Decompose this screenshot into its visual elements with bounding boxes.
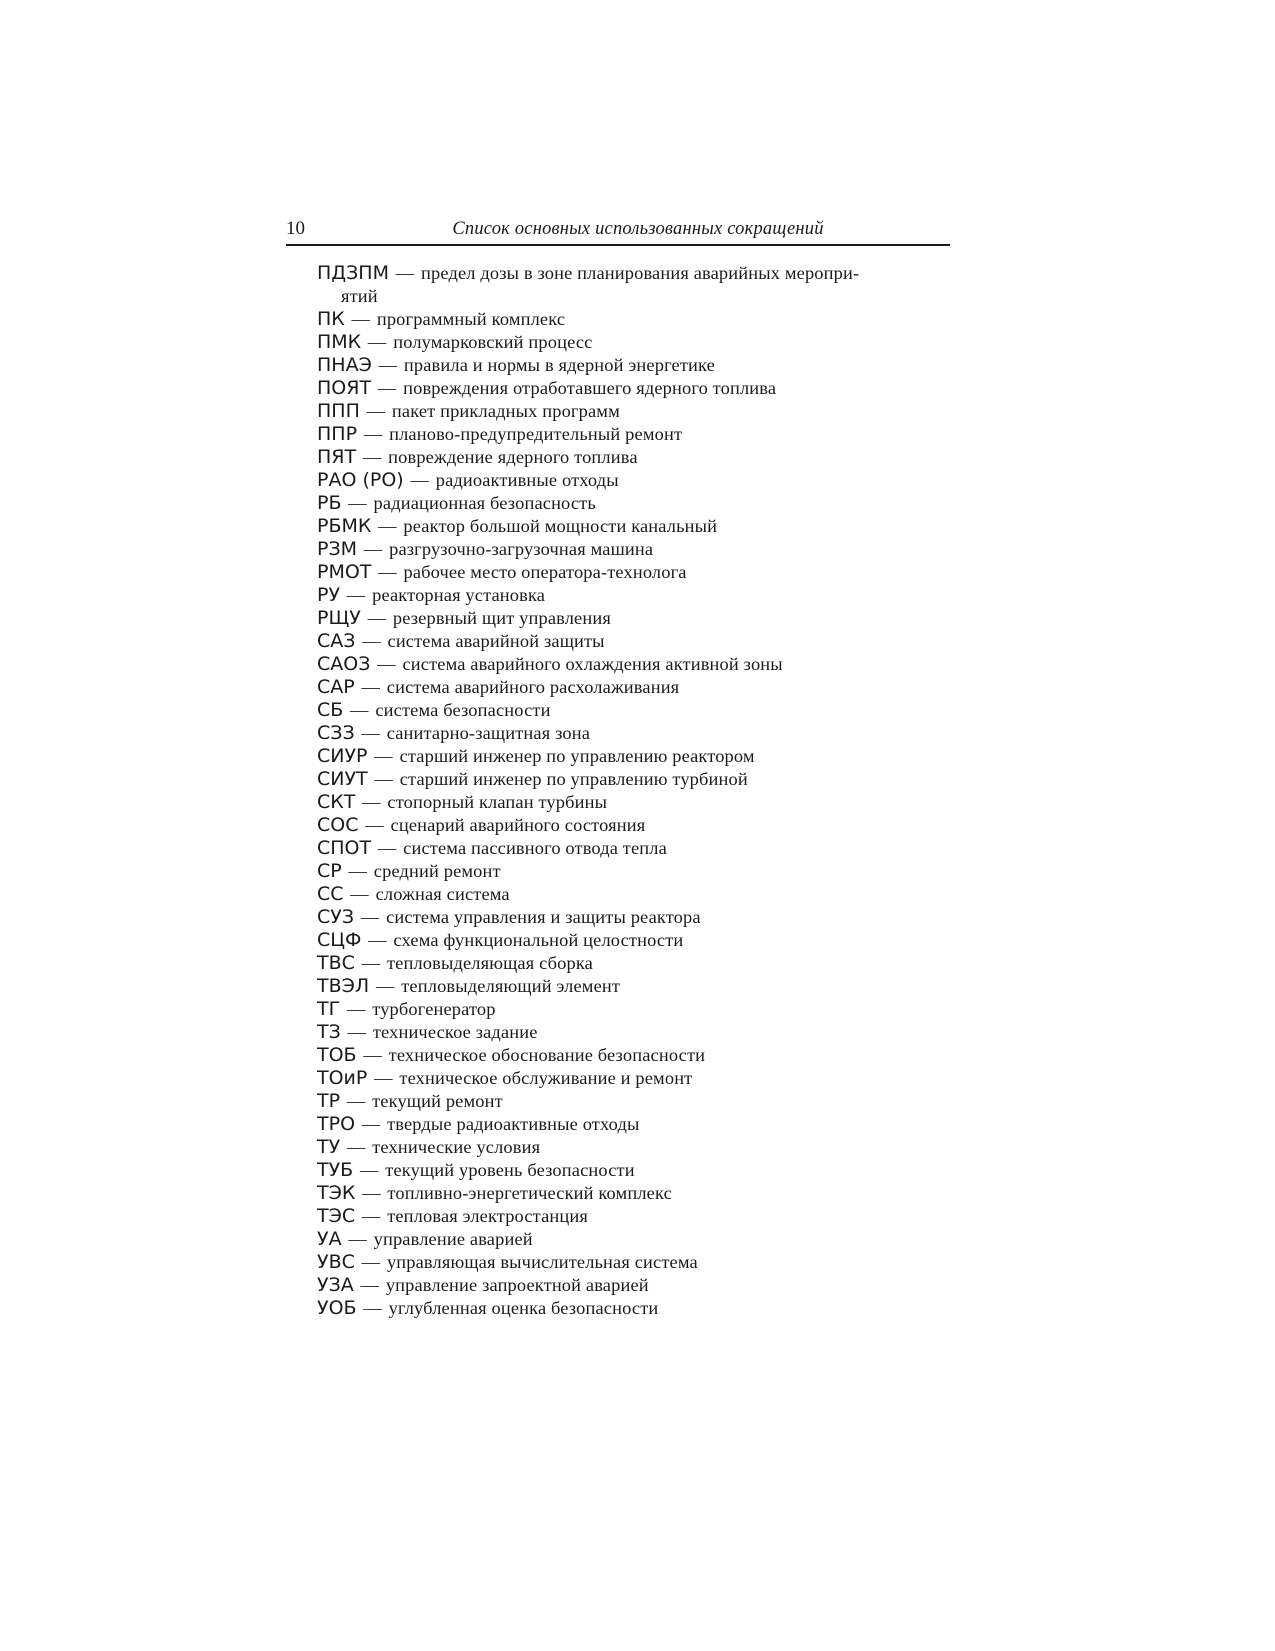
abbreviation-term: РБМК bbox=[317, 515, 372, 537]
abbreviation-definition: управление запроектной аварией bbox=[385, 1275, 649, 1295]
abbreviation-definition: техническое обоснование безопасности bbox=[388, 1045, 706, 1065]
abbreviation-definition: реактор большой мощности канальный bbox=[403, 516, 718, 536]
abbreviation-entry bbox=[317, 469, 937, 492]
em-dash-separator: — bbox=[357, 1114, 386, 1134]
abbreviation-entry bbox=[317, 883, 937, 906]
abbreviation-definition: планово-предупредительный ремонт bbox=[389, 424, 683, 444]
abbreviation-entry bbox=[317, 906, 937, 929]
abbreviation-term: УЗА bbox=[317, 1274, 354, 1296]
abbreviation-definition: пакет прикладных программ bbox=[391, 401, 620, 421]
abbreviation-entry bbox=[317, 860, 937, 883]
em-dash-separator: — bbox=[356, 953, 385, 973]
em-dash-separator: — bbox=[405, 470, 434, 490]
em-dash-separator: — bbox=[356, 677, 385, 697]
abbreviation-entry bbox=[317, 1274, 937, 1297]
em-dash-separator: — bbox=[343, 1229, 372, 1249]
abbreviation-term: СИУР bbox=[317, 745, 368, 767]
em-dash-separator: — bbox=[373, 355, 402, 375]
abbreviation-term: СЗЗ bbox=[317, 722, 355, 744]
em-dash-separator: — bbox=[355, 1275, 384, 1295]
abbreviation-entry bbox=[317, 1021, 937, 1044]
abbreviation-entry bbox=[317, 722, 937, 745]
abbreviation-entry bbox=[317, 745, 937, 768]
abbreviation-entry bbox=[317, 538, 937, 561]
em-dash-separator: — bbox=[369, 746, 398, 766]
em-dash-separator: — bbox=[373, 516, 402, 536]
abbreviation-entry bbox=[317, 492, 937, 515]
abbreviation-term: ПНАЭ bbox=[317, 354, 372, 376]
abbreviation-term: РАО (РО) bbox=[317, 469, 404, 491]
em-dash-separator: — bbox=[373, 378, 402, 398]
abbreviation-definition: техническое задание bbox=[372, 1022, 538, 1042]
abbreviation-entry bbox=[317, 1159, 937, 1182]
abbreviation-definition: стопорный клапан турбины bbox=[387, 792, 608, 812]
running-title: Список основных использованных сокращений bbox=[452, 219, 824, 239]
em-dash-separator: — bbox=[362, 608, 391, 628]
abbreviation-entry bbox=[317, 423, 937, 446]
abbreviation-term: ТГ bbox=[317, 998, 341, 1020]
abbreviation-term: ППР bbox=[317, 423, 358, 445]
em-dash-separator: — bbox=[343, 861, 372, 881]
em-dash-separator: — bbox=[346, 309, 375, 329]
abbreviation-entry bbox=[317, 1182, 937, 1205]
abbreviation-definition: рабочее место оператора-технолога bbox=[403, 562, 687, 582]
em-dash-separator: — bbox=[358, 1298, 387, 1318]
em-dash-separator: — bbox=[357, 1206, 386, 1226]
abbreviation-term: ТЭК bbox=[317, 1182, 356, 1204]
abbreviation-term: ПОЯТ bbox=[317, 377, 372, 399]
em-dash-separator: — bbox=[345, 700, 374, 720]
em-dash-separator: — bbox=[356, 907, 385, 927]
abbreviation-definition: текущий ремонт bbox=[372, 1091, 503, 1111]
page-header bbox=[286, 216, 950, 246]
abbreviation-definition: система аварийного охлаждения активной зоны bbox=[402, 654, 783, 674]
abbreviation-term: РЩУ bbox=[317, 607, 361, 629]
abbreviation-definition: реакторная установка bbox=[372, 585, 546, 605]
abbreviation-definition: система пассивного отвода тепла bbox=[403, 838, 667, 858]
em-dash-separator: — bbox=[357, 792, 386, 812]
abbreviation-definition: программный комплекс bbox=[376, 309, 566, 329]
em-dash-separator: — bbox=[373, 562, 402, 582]
em-dash-separator: — bbox=[357, 631, 386, 651]
abbreviation-term: ТОБ bbox=[317, 1044, 357, 1066]
abbreviation-definition: резервный щит управления bbox=[392, 608, 611, 628]
abbreviation-term: ТР bbox=[317, 1090, 341, 1112]
em-dash-separator: — bbox=[359, 539, 388, 559]
abbreviation-definition: управляющая вычислительная система bbox=[386, 1252, 698, 1272]
abbreviation-definition: разгрузочно-загрузочная машина bbox=[389, 539, 654, 559]
abbreviation-definition: схема функциональной целостности bbox=[393, 930, 684, 950]
abbreviation-entry bbox=[317, 998, 937, 1021]
em-dash-separator: — bbox=[342, 1091, 371, 1111]
abbreviation-definition: тепловыделяющий элемент bbox=[401, 976, 621, 996]
em-dash-separator: — bbox=[369, 769, 398, 789]
abbreviation-term: САОЗ bbox=[317, 653, 371, 675]
abbreviation-term: РУ bbox=[317, 584, 341, 606]
abbreviation-term: ТОиР bbox=[317, 1067, 368, 1089]
abbreviation-definition: система управления и защиты реактора bbox=[386, 907, 701, 927]
abbreviation-term: САЗ bbox=[317, 630, 356, 652]
abbreviation-entry bbox=[317, 1297, 937, 1320]
abbreviation-entry bbox=[317, 1205, 937, 1228]
abbreviation-term: СИУТ bbox=[317, 768, 368, 790]
abbreviation-definition: радиационная безопасность bbox=[373, 493, 596, 513]
abbreviation-term: ТУБ bbox=[317, 1159, 354, 1181]
abbreviation-term: СКТ bbox=[317, 791, 356, 813]
abbreviation-entry bbox=[317, 308, 937, 331]
em-dash-separator: — bbox=[356, 1252, 385, 1272]
abbreviation-definition: топливно-энергетический комплекс bbox=[387, 1183, 672, 1203]
abbreviation-entry bbox=[317, 400, 937, 423]
em-dash-separator: — bbox=[357, 1183, 386, 1203]
abbreviation-term: СБ bbox=[317, 699, 344, 721]
em-dash-separator: — bbox=[342, 1137, 371, 1157]
abbreviation-entry bbox=[317, 630, 937, 653]
em-dash-separator: — bbox=[356, 723, 385, 743]
abbreviation-definition: управление аварией bbox=[373, 1229, 533, 1249]
abbreviation-list bbox=[317, 262, 937, 1320]
abbreviation-definition: тепловыделяющая сборка bbox=[386, 953, 593, 973]
abbreviation-definition: система аварийной защиты bbox=[387, 631, 605, 651]
em-dash-separator: — bbox=[345, 884, 374, 904]
abbreviation-entry bbox=[317, 446, 937, 469]
em-dash-separator: — bbox=[359, 424, 388, 444]
abbreviation-entry bbox=[317, 768, 937, 791]
abbreviation-term: СПОТ bbox=[317, 837, 372, 859]
em-dash-separator: — bbox=[358, 1045, 387, 1065]
abbreviation-entry bbox=[317, 1113, 937, 1136]
abbreviation-term: ПДЗПМ bbox=[317, 262, 389, 284]
abbreviation-definition: радиоактивные отходы bbox=[435, 470, 619, 490]
abbreviation-entry bbox=[317, 1228, 937, 1251]
em-dash-separator: — bbox=[373, 838, 402, 858]
abbreviation-term: УВС bbox=[317, 1251, 355, 1273]
abbreviation-definition: предел дозы в зоне планирования аварийных меропри- ятий bbox=[341, 263, 860, 306]
abbreviation-definition: старший инженер по управлению реактором bbox=[399, 746, 755, 766]
em-dash-separator: — bbox=[361, 401, 390, 421]
abbreviation-entry bbox=[317, 1136, 937, 1159]
abbreviation-entry bbox=[317, 699, 937, 722]
abbreviation-definition: текущий уровень безопасности bbox=[385, 1160, 635, 1180]
em-dash-separator: — bbox=[342, 585, 371, 605]
em-dash-separator: — bbox=[360, 815, 389, 835]
abbreviation-definition: правила и нормы в ядерной энергетике bbox=[403, 355, 715, 375]
abbreviation-term: ТУ bbox=[317, 1136, 341, 1158]
abbreviation-entry bbox=[317, 929, 937, 952]
abbreviation-entry bbox=[317, 975, 937, 998]
em-dash-separator: — bbox=[391, 263, 420, 283]
abbreviation-term: УА bbox=[317, 1228, 342, 1250]
abbreviation-term: ППП bbox=[317, 400, 360, 422]
em-dash-separator: — bbox=[355, 1160, 384, 1180]
em-dash-separator: — bbox=[343, 493, 372, 513]
abbreviation-term: ПЯТ bbox=[317, 446, 357, 468]
abbreviation-entry bbox=[317, 653, 937, 676]
abbreviation-definition: сложная система bbox=[375, 884, 510, 904]
abbreviation-definition: твердые радиоактивные отходы bbox=[387, 1114, 640, 1134]
abbreviation-definition: система безопасности bbox=[375, 700, 551, 720]
abbreviation-definition: техническое обслуживание и ремонт bbox=[399, 1068, 693, 1088]
abbreviation-entry bbox=[317, 952, 937, 975]
abbreviation-definition: тепловая электростанция bbox=[387, 1206, 588, 1226]
page-number: 10 bbox=[286, 218, 305, 239]
abbreviation-definition: сценарий аварийного состояния bbox=[390, 815, 646, 835]
abbreviation-definition: полумарковский процесс bbox=[393, 332, 593, 352]
abbreviation-entry bbox=[317, 607, 937, 630]
abbreviation-definition: повреждения отработавшего ядерного топлива bbox=[403, 378, 777, 398]
abbreviation-term: ТВЭЛ bbox=[317, 975, 370, 997]
abbreviation-term: ТРО bbox=[317, 1113, 356, 1135]
abbreviation-entry bbox=[317, 377, 937, 400]
abbreviation-definition: старший инженер по управлению турбиной bbox=[399, 769, 748, 789]
abbreviation-definition: средний ремонт bbox=[373, 861, 501, 881]
abbreviation-term: РБ bbox=[317, 492, 342, 514]
abbreviation-term: УОБ bbox=[317, 1297, 357, 1319]
abbreviation-term: ТВС bbox=[317, 952, 355, 974]
abbreviation-term: СУЗ bbox=[317, 906, 355, 928]
abbreviation-term: СЦФ bbox=[317, 929, 362, 951]
em-dash-separator: — bbox=[363, 332, 392, 352]
abbreviation-entry bbox=[317, 676, 937, 699]
abbreviation-term: СР bbox=[317, 860, 342, 882]
abbreviation-term: РМОТ bbox=[317, 561, 372, 583]
abbreviation-definition: технические условия bbox=[372, 1137, 541, 1157]
abbreviation-entry bbox=[317, 331, 937, 354]
abbreviation-definition: углубленная оценка безопасности bbox=[388, 1298, 659, 1318]
em-dash-separator: — bbox=[342, 999, 371, 1019]
abbreviation-definition: турбогенератор bbox=[372, 999, 496, 1019]
abbreviation-term: ТЭС bbox=[317, 1205, 356, 1227]
abbreviation-definition: повреждение ядерного топлива bbox=[388, 447, 638, 467]
abbreviation-entry bbox=[317, 515, 937, 538]
abbreviation-entry bbox=[317, 1067, 937, 1090]
abbreviation-term: СС bbox=[317, 883, 344, 905]
abbreviation-entry bbox=[317, 791, 937, 814]
em-dash-separator: — bbox=[369, 1068, 398, 1088]
abbreviation-entry bbox=[317, 584, 937, 607]
abbreviation-term: ПК bbox=[317, 308, 345, 330]
abbreviation-term: ПМК bbox=[317, 331, 362, 353]
em-dash-separator: — bbox=[372, 654, 401, 674]
abbreviation-term: САР bbox=[317, 676, 355, 698]
abbreviation-entry bbox=[317, 1090, 937, 1113]
abbreviation-term: РЗМ bbox=[317, 538, 358, 560]
em-dash-separator: — bbox=[363, 930, 392, 950]
abbreviation-entry bbox=[317, 814, 937, 837]
em-dash-separator: — bbox=[371, 976, 400, 996]
abbreviation-term: СОС bbox=[317, 814, 359, 836]
abbreviation-entry bbox=[317, 354, 937, 377]
abbreviation-entry bbox=[317, 1251, 937, 1274]
abbreviation-entry bbox=[317, 561, 937, 584]
abbreviation-entry bbox=[317, 262, 969, 308]
em-dash-separator: — bbox=[358, 447, 387, 467]
abbreviation-definition: система аварийного расхолаживания bbox=[386, 677, 680, 697]
em-dash-separator: — bbox=[342, 1022, 371, 1042]
abbreviation-term: ТЗ bbox=[317, 1021, 341, 1043]
abbreviation-definition: санитарно-защитная зона bbox=[386, 723, 591, 743]
abbreviation-entry bbox=[317, 1044, 937, 1067]
abbreviation-entry bbox=[317, 837, 937, 860]
